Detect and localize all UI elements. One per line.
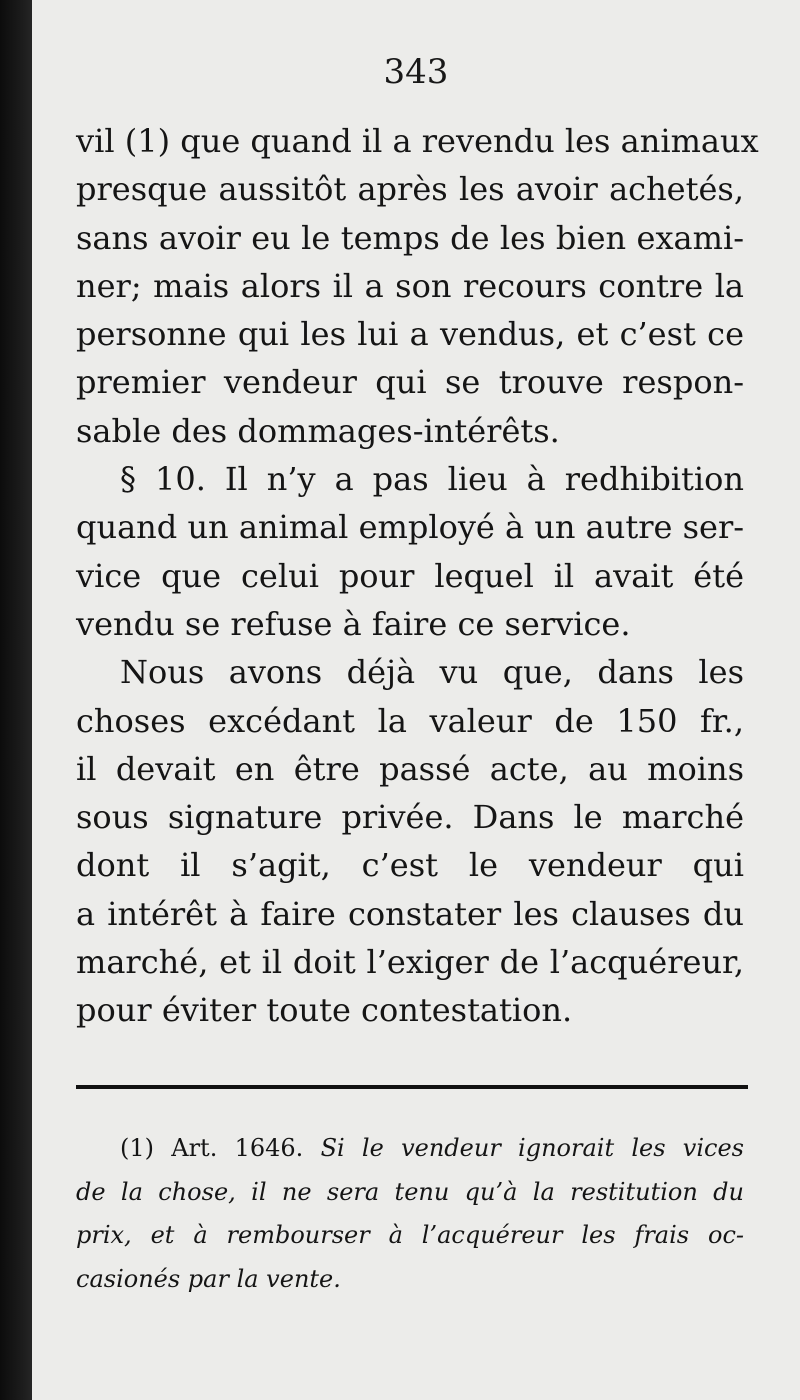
text-line: premier vendeur qui se trouve respon-: [76, 363, 744, 402]
text-line: pour éviter toute contestation.: [76, 991, 573, 1030]
paragraph-start-line: Nous avons déjà vu que, dans les: [120, 653, 744, 692]
text-line: sable des dommages-intérêts.: [76, 411, 560, 450]
text-line: quand un animal employé à un autre ser-: [76, 508, 745, 547]
main-text-block: [76, 117, 759, 1035]
text-line: presque aussitôt après les avoir achetés,: [76, 170, 744, 209]
page-number: 343: [383, 52, 449, 92]
book-page: [32, 0, 800, 1400]
footnote-line: prix, et à rembourser à l’acquéreur les frais oc-: [76, 1221, 744, 1249]
footnote-separator-rule: [76, 1085, 748, 1089]
text-line: dont il s’agit, c’est le vendeur qui: [76, 846, 744, 885]
text-line: ner; mais alors il a son recours contre la: [76, 266, 744, 305]
text-line: sans avoir eu le temps de les bien exami-: [76, 218, 744, 257]
footnote-line: casionés par la vente.: [76, 1264, 341, 1293]
footnote-reference: (1) Art. 1646.: [120, 1134, 304, 1162]
footnote-line: de la chose, il ne sera tenu qu’à la restitution du: [76, 1177, 744, 1206]
text-line: vil (1) que quand il a revendu les animaux: [76, 122, 759, 160]
footnote-first-line: [76, 1127, 744, 1171]
text-line: il devait en être passé acte, au moins: [76, 749, 744, 788]
text-line: sous signature privée. Dans le marché: [76, 798, 744, 837]
footnote-quote: Si le vendeur ignorait les vices: [320, 1134, 744, 1162]
text-line: personne qui les lui a vendus, et c’est ce: [76, 315, 744, 354]
section-heading-line: § 10. Il n’y a pas lieu à redhibition: [120, 460, 744, 499]
text-line: choses excédant la valeur de 150 fr.,: [76, 701, 744, 740]
text-line: vendu se refuse à faire ce service.: [76, 604, 631, 643]
footnote-block: [76, 1127, 744, 1301]
text-line: vice que celui pour lequel il avait été: [76, 556, 744, 595]
text-line: a intérêt à faire constater les clauses du: [76, 894, 744, 933]
text-line: marché, et il doit l’exiger de l’acquéreur,: [76, 943, 744, 982]
